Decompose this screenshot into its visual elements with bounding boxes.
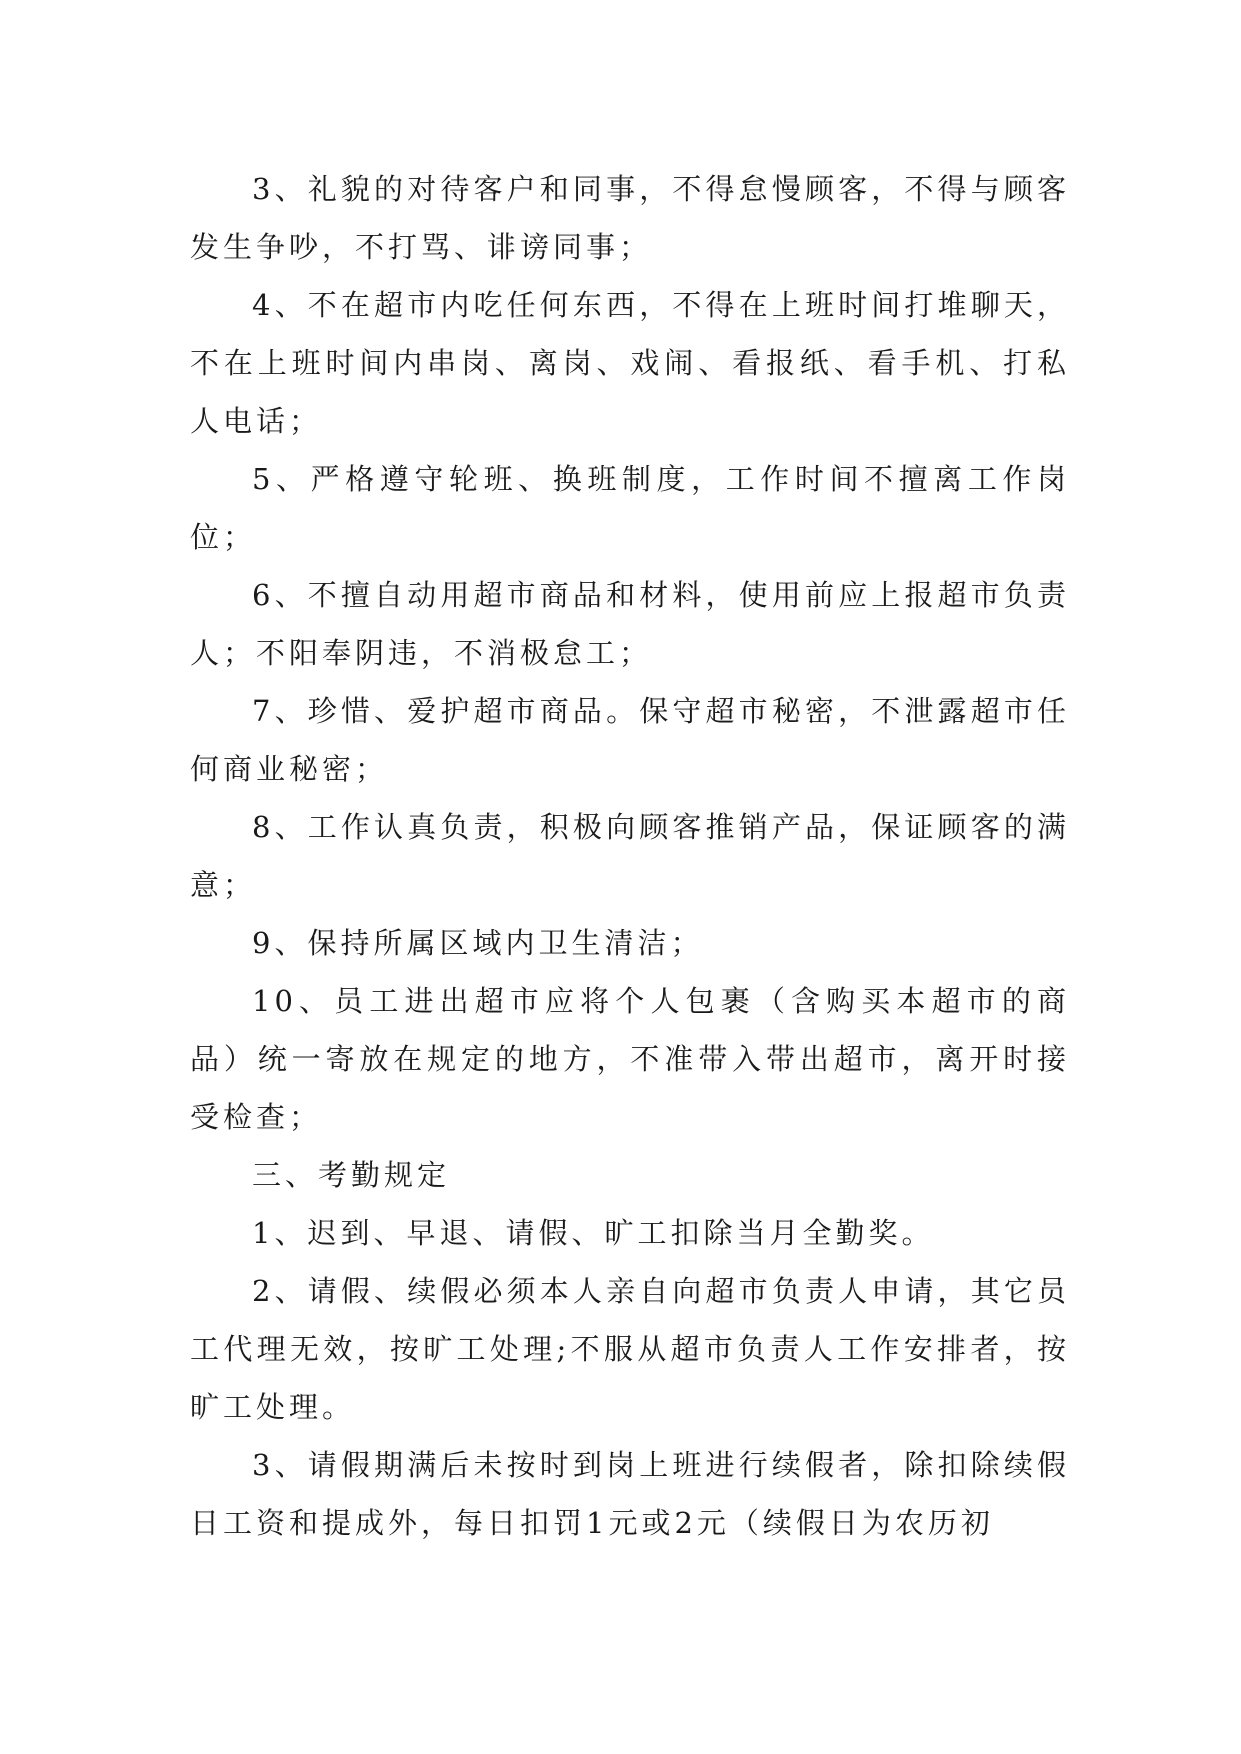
- rule-item-3-courtesy: 3、礼貌的对待客户和同事，不得怠慢顾客，不得与顾客发生争吵，不打骂、诽谤同事；: [190, 172, 1070, 264]
- document-body: [190, 160, 1070, 1552]
- rule-item-10-packages: 10、员工进出超市应将个人包裹（含购买本超市的商品）统一寄放在规定的地方，不准带入带出超市，离开时接受检查；: [190, 984, 1070, 1134]
- rule-item-4-no-eating: 4、不在超市内吃任何东西，不得在上班时间打堆聊天，不在上班时间内串岗、离岗、戏闹、看报纸、看手机、打私人电话；: [190, 288, 1070, 438]
- rule-item-6-goods-usage: 6、不擅自动用超市商品和材料，使用前应上报超市负责人；不阳奉阴违，不消极怠工；: [190, 578, 1070, 670]
- attendance-item-2: 2、请假、续假必须本人亲自向超市负责人申请，其它员工代理无效，按旷工处理;不服从超市负责人工作安排者，按旷工处理。: [190, 1274, 1070, 1424]
- attendance-item-1: 1、迟到、早退、请假、旷工扣除当月全勤奖。: [252, 1216, 935, 1250]
- rule-item-9-hygiene: 9、保持所属区域内卫生清洁；: [252, 926, 704, 960]
- rule-item-5-shift-rules: 5、严格遵守轮班、换班制度，工作时间不擅离工作岗位；: [190, 462, 1070, 554]
- rule-item-8-responsibility: 8、工作认真负责，积极向顾客推销产品，保证顾客的满意；: [190, 810, 1070, 902]
- section-heading-attendance: 三、考勤规定: [252, 1158, 451, 1192]
- rule-item-7-confidentiality: 7、珍惜、爱护超市商品。保守超市秘密，不泄露超市任何商业秘密；: [190, 694, 1070, 786]
- attendance-item-3: 3、请假期满后未按时到岗上班进行续假者，除扣除续假日工资和提成外，每日扣罚1元或2元（续假日为农历初: [190, 1448, 1070, 1540]
